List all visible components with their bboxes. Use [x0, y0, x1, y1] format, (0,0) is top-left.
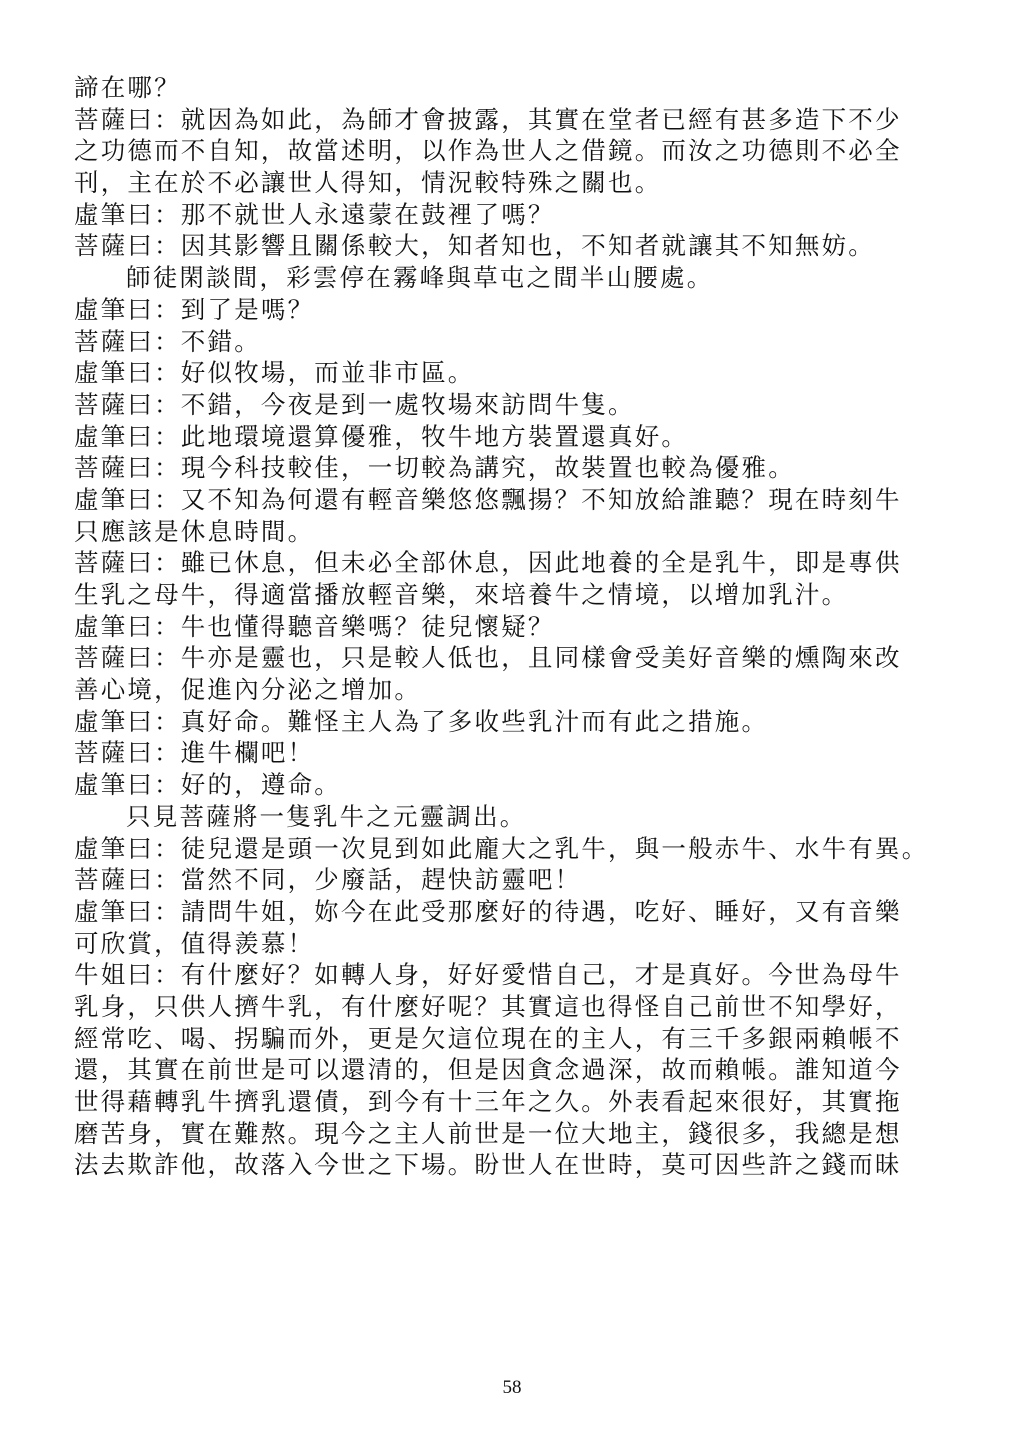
text-line: 菩薩曰：因其影響且關係較大，知者知也，不知者就讓其不知無妨。: [74, 231, 875, 261]
text-line: 虛筆曰：到了是嗎？: [74, 294, 315, 324]
text-line: 虛筆曰：好似牧場，而並非市區。: [74, 358, 475, 388]
text-line: 菩薩曰：現今科技較佳，一切較為講究，故裝置也較為優雅。: [74, 453, 795, 483]
text-line: 可欣賞，值得羨慕！: [74, 928, 315, 958]
text-line: 生乳之母牛，得適當播放輕音樂，來培養牛之情境，以增加乳汁。: [74, 580, 849, 609]
text-line: 師徒閑談間，彩雲停在霧峰與草屯之間半山腰處。: [126, 263, 714, 293]
text-line: 世得藉轉乳牛擠乳還債，到今有十三年之久。外表看起來很好，其實拖: [74, 1087, 902, 1116]
text-line: 只見菩薩將一隻乳牛之元靈調出。: [126, 801, 527, 831]
text-line: 只應該是休息時間。: [74, 516, 315, 546]
text-line: 菩薩曰：就因為如此，為師才會披露，其實在堂者已經有甚多造下不少: [74, 104, 902, 134]
page-number: 58: [502, 1377, 522, 1398]
text-line: 虛筆曰：真好命。難怪主人為了多收些乳汁而有此之措施。: [74, 706, 769, 736]
text-line: 菩薩曰：進牛欄吧！: [74, 738, 315, 768]
text-line: 虛筆曰：請問牛姐，妳今在此受那麼好的待遇，吃好、睡好，又有音樂: [74, 896, 902, 926]
text-line: 還，其實在前世是可以還清的，但是因貪念過深，故而賴帳。誰知道今: [74, 1055, 902, 1085]
text-line: 諦在哪？: [74, 73, 181, 102]
text-line: 磨苦身，實在難熬。現今之主人前世是一位大地主，錢很多，我總是想: [74, 1118, 902, 1148]
text-line: 菩薩曰：牛亦是靈也，只是較人低也，且同樣會受美好音樂的燻陶來改: [74, 643, 902, 673]
text-line: 經常吃、喝、拐騙而外，更是欠這位現在的主人，有三千多銀兩賴帳不: [74, 1023, 902, 1053]
text-line: 菩薩曰：不錯。: [74, 326, 261, 356]
text-line: 之功德而不自知，故當述明，以作為世人之借鏡。而汝之功德則不必全: [74, 136, 902, 166]
text-line: 虛筆曰：又不知為何還有輕音樂悠悠飄揚？不知放給誰聽？現在時刻牛: [74, 484, 902, 514]
text-line: 法去欺詐他，故落入今世之下場。盼世人在世時，莫可因些許之錢而昧: [74, 1150, 902, 1180]
text-line: 菩薩曰：當然不同，少廢話，趕快訪靈吧！: [74, 865, 582, 895]
text-line: 虛筆曰：牛也懂得聽音樂嗎？徒兒懷疑？: [74, 611, 555, 641]
text-line: 牛姐曰：有什麼好？如轉人身，好好愛惜自己，才是真好。今世為母牛: [74, 960, 902, 990]
text-line: 虛筆曰：徒兒還是頭一次見到如此龐大之乳牛，與一般赤牛、水牛有異。: [74, 833, 929, 863]
text-line: 虛筆曰：此地環境還算優雅，牧牛地方裝置還真好。: [74, 421, 689, 451]
body-text: [74, 72, 954, 1181]
text-line: 刊，主在於不必讓世人得知，情況較特殊之關也。: [74, 168, 662, 198]
text-line: 乳身，只供人擠牛乳，有什麼好呢？其實這也得怪自己前世不知學好，: [74, 991, 902, 1021]
text-line: 菩薩曰：雖已休息，但未必全部休息，因此地養的全是乳牛，即是專供: [74, 548, 902, 578]
text-line: 菩薩曰：不錯，今夜是到一處牧場來訪問牛隻。: [74, 389, 635, 419]
text-line: 虛筆曰：好的，遵命。: [74, 770, 341, 800]
text-line: 虛筆曰：那不就世人永遠蒙在鼓裡了嗎？: [74, 199, 555, 229]
text-line: 善心境，促進內分泌之增加。: [74, 675, 422, 705]
